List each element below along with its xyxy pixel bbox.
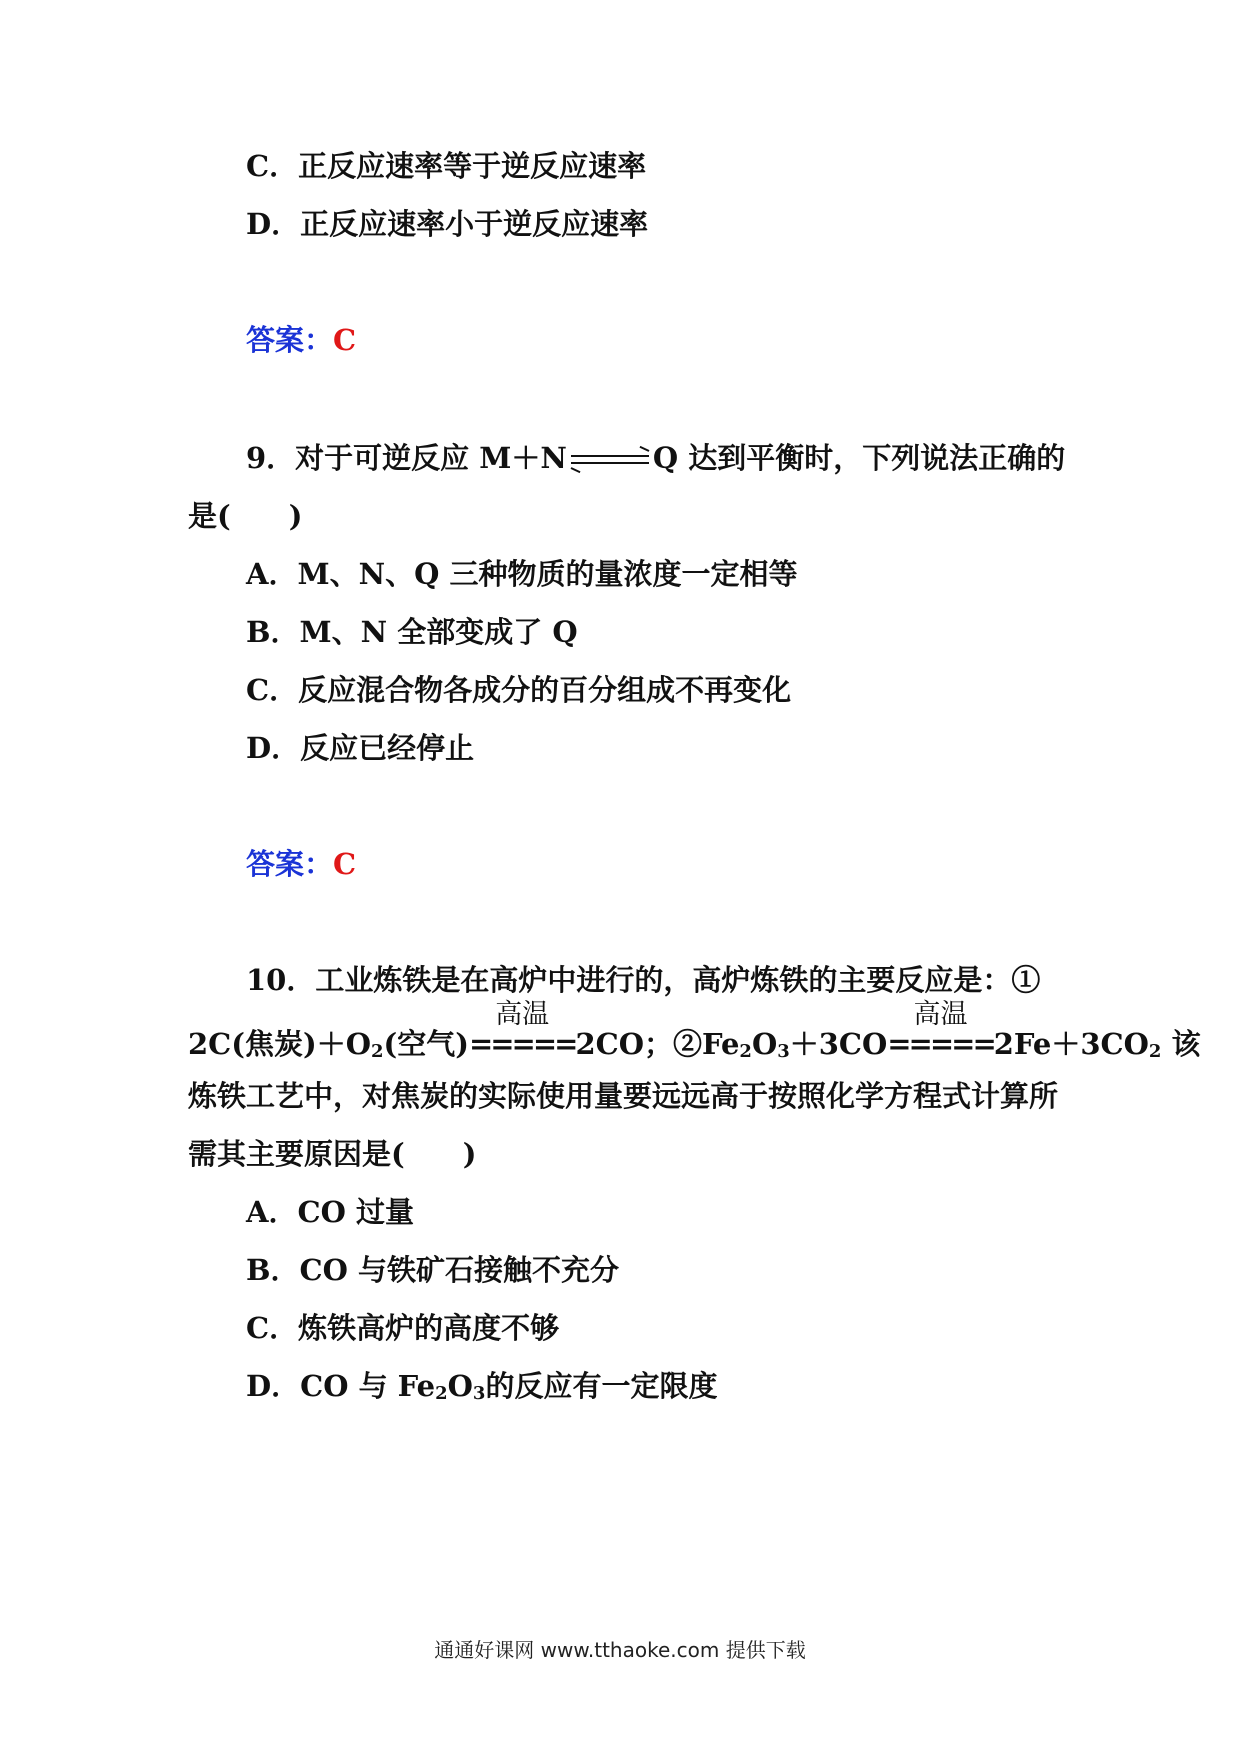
eq1-right: 2CO；②Fe (575, 1027, 740, 1061)
q10-stem-line1: 10．工业炼铁是在高炉中进行的，高炉炼铁的主要反应是：① (246, 963, 1041, 997)
footer-source: 通通好课网 www.tthaoke.com 提供下载 (434, 1638, 806, 1662)
eq2-left-rest: ＋3CO (789, 1027, 888, 1061)
co2-subscript: 2 (1148, 1041, 1162, 1063)
condition-eq1 (468, 999, 576, 1062)
q10-stem-line4: 需其主要原因是( ) (188, 1137, 477, 1171)
eq1-left: 2C(焦炭)＋O (188, 1027, 371, 1061)
equals-sign: ===== (468, 1027, 576, 1061)
q9-option-a: A．M、N、Q 三种物质的量浓度一定相等 (246, 557, 798, 591)
o2-subscript: 2 (370, 1041, 384, 1063)
option-d-prefix: D．CO 与 Fe (246, 1369, 436, 1403)
answer-label: 答案： (246, 323, 334, 357)
o-subscript: 3 (472, 1383, 486, 1405)
q9-stem-suffix: Q 达到平衡时，下列说法正确的 (652, 441, 1066, 475)
q9-stem-prefix: 9．对于可逆反应 M＋N (246, 441, 567, 475)
q8-option-c: C．正反应速率等于逆反应速率 (246, 149, 647, 183)
q10-stem-line3: 炼铁工艺中，对焦炭的实际使用量要远远高于按照化学方程式计算所 (188, 1079, 1059, 1113)
option-d-rest: 的反应有一定限度 (485, 1369, 718, 1403)
q8-option-d: D．正反应速率小于逆反应速率 (246, 207, 649, 241)
q9-stem-line1 (246, 440, 1065, 476)
answer-value: C (333, 323, 357, 357)
eq1-mid: (空气) (383, 1027, 469, 1061)
answer-label: 答案： (246, 847, 334, 881)
q9-option-d: D．反应已经停止 (246, 731, 475, 765)
q9-option-b: B．M、N 全部变成了 Q (246, 615, 578, 649)
oxygen: O (751, 1027, 778, 1061)
q10-option-a: A．CO 过量 (246, 1195, 414, 1229)
q10-option-b: B．CO 与铁矿石接触不充分 (246, 1253, 619, 1287)
eq2-right: 2Fe＋3CO (993, 1027, 1149, 1061)
o-subscript: 3 (777, 1041, 790, 1063)
q10-option-d (246, 1368, 717, 1412)
q9-stem-line2: 是( ) (188, 499, 303, 533)
reversible-arrow-icon (571, 450, 649, 470)
answer-value: C (333, 847, 357, 881)
fe-subscript: 2 (435, 1383, 448, 1405)
q10-option-c: C．炼铁高炉的高度不够 (246, 1311, 560, 1345)
equals-sign: ===== (887, 1027, 994, 1061)
q9-answer (246, 846, 356, 882)
oxygen: O (447, 1369, 473, 1403)
condition-label: 高温 (495, 999, 550, 1030)
condition-label: 高温 (913, 999, 968, 1030)
q8-answer (246, 322, 356, 358)
q9-option-c: C．反应混合物各成分的百分组成不再变化 (246, 673, 792, 707)
q10-equations (188, 999, 1201, 1070)
condition-eq2 (887, 999, 994, 1062)
eq2-tail: 该 (1161, 1027, 1201, 1061)
fe-subscript: 2 (739, 1041, 752, 1063)
